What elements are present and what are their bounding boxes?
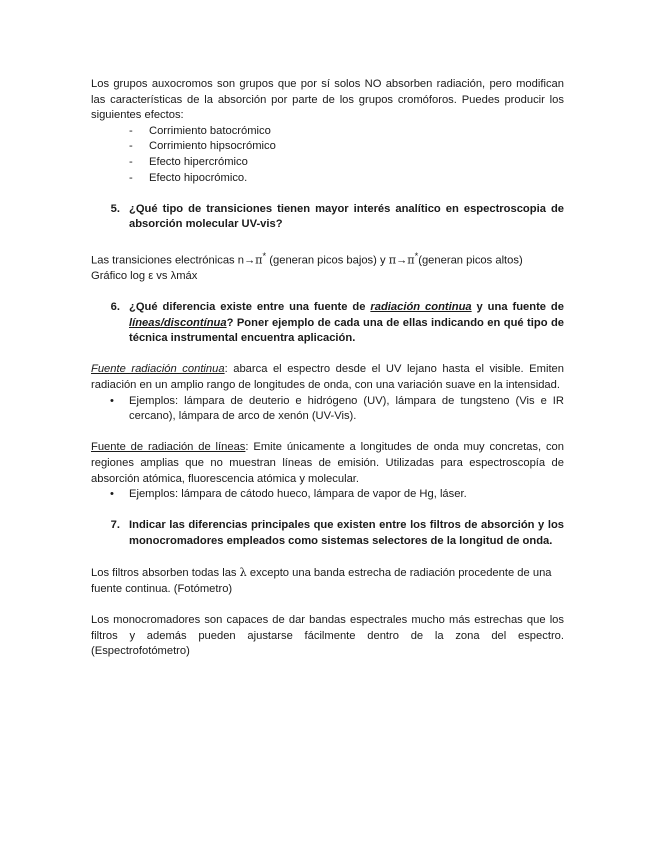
filtros-paragraph: Los filtros absorben todas las λ excepto una banda estrecha de radiación procedente de una fuente continua. (Fotómetro) — [91, 566, 552, 595]
star-symbol: * — [262, 250, 267, 261]
question-text: ¿Qué diferencia existe entre una fuente de radiación continua y una fuente de líneas/discontínua? Poner ejemplo de cada una de ellas indicando en qué tipo de técnica instrumental encuentra aplicación. — [129, 301, 564, 345]
effect-item: - Corrimiento hipsocrómico — [129, 139, 564, 155]
underlined-term: radiación continua — [370, 301, 472, 314]
lineas-paragraph: Fuente de radiación de líneas: Emite únicamente a longitudes de onda muy concretas, con regiones amplias que no muestran líneas de emisión. Utilizadas para espectroscopía de absorción atómica, fluorescencia atómica y molecular. — [91, 441, 564, 485]
question-5 — [91, 202, 564, 233]
arrow-symbol: → — [243, 254, 256, 267]
example-item: • Ejemplos: lámpara de cátodo hueco, lámpara de vapor de Hg, láser. — [110, 487, 564, 503]
answer-5-graph: Gráfico log ε vs λmáx — [91, 269, 198, 282]
answer-text: (generan picos bajos) y — [266, 254, 389, 267]
intro-paragraph: Los grupos auxocromos son grupos que por sí solos NO absorben radiación, pero modifican las características de la absorción por parte de los grupos cromóforos. Puedes producir los siguientes efectos: — [91, 78, 564, 122]
effect-item: - Efecto hipocrómico. — [129, 171, 564, 187]
question-number: 6. — [110, 301, 120, 314]
underlined-term: líneas/discontínua — [129, 316, 227, 329]
lambda-symbol: λ — [239, 566, 247, 580]
lineas-examples — [91, 487, 564, 503]
question-7 — [91, 518, 564, 549]
lineas-label: Fuente de radiación de líneas — [91, 441, 246, 454]
arrow-symbol: → — [396, 254, 408, 267]
continua-label: Fuente radiación continua — [91, 363, 225, 376]
question-6 — [91, 300, 564, 347]
answer-text: Las transiciones electrónicas n — [91, 254, 244, 267]
effects-list — [91, 124, 564, 186]
document-content — [91, 77, 564, 660]
monocromadores-paragraph: Los monocromadores son capaces de dar bandas espectrales mucho más estrechas que los filtros y además pueden ajustarse fácilmente dentro de la zona del espectro. (Espectrofotómetro) — [91, 613, 564, 658]
question-number: 5. — [110, 202, 120, 215]
pi-symbol: π — [388, 253, 397, 267]
question-text: ¿Qué tipo de transiciones tienen mayor interés analítico en espectroscopia de absorción molecular UV-vis? — [129, 202, 564, 231]
effect-item: - Efecto hipercrómico — [129, 155, 564, 171]
question-text: Indicar las diferencias principales que existen entre los filtros de absorción y los monocromadores empleados como sistemas selectores de la longitud de onda. — [129, 519, 564, 547]
continua-paragraph: Fuente radiación continua: abarca el espectro desde el UV lejano hasta el visible. Emiten radiación en un amplio rango de longitudes de onda, con una variación suave en la intensidad. — [91, 363, 564, 392]
effect-item: - Corrimiento batocrómico — [129, 124, 564, 140]
star-symbol: * — [414, 250, 419, 261]
question-number: 7. — [110, 519, 120, 532]
example-item: • Ejemplos: lámpara de deuterio e hidrógeno (UV), lámpara de tungsteno (Vis e IR cercano), lámpara de arco de xenón (UV-Vis). — [110, 394, 564, 425]
pi-symbol: π — [407, 253, 415, 267]
pi-symbol: π — [255, 253, 263, 267]
answer-5-transitions — [91, 249, 564, 269]
continua-examples — [91, 394, 564, 425]
answer-text: (generan picos altos) — [418, 254, 523, 267]
